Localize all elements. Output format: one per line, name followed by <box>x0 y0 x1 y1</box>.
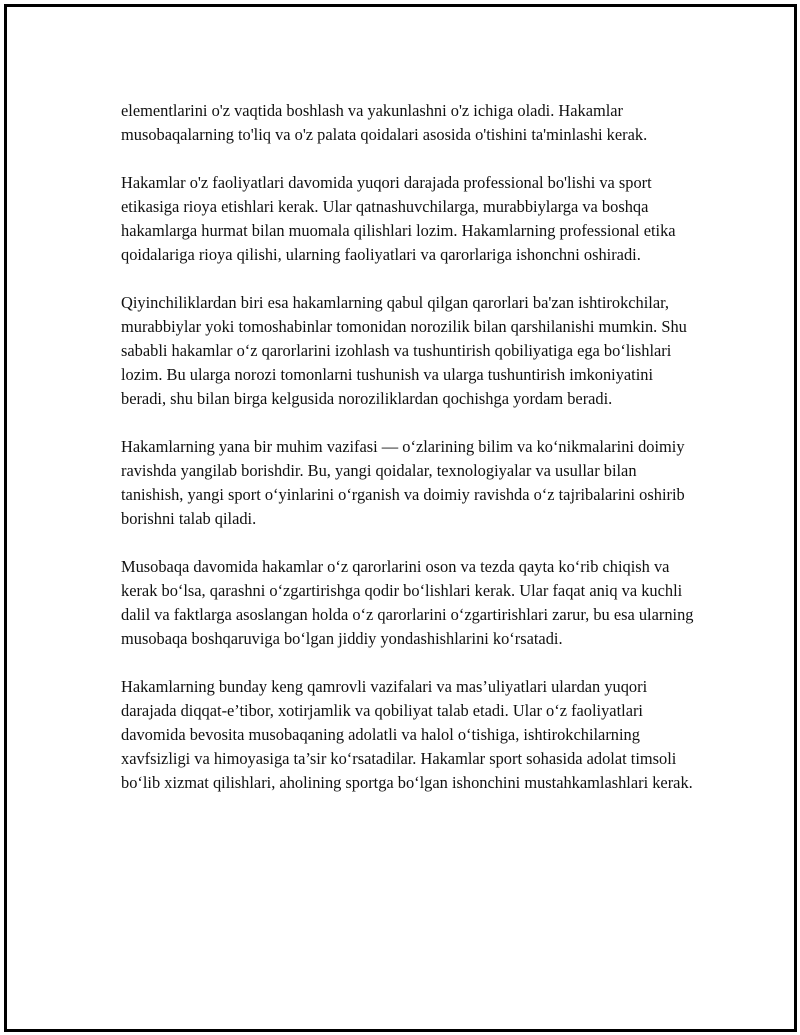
paragraph-5: Musobaqa davomida hakamlar o‘z qarorlarini oson va tezda qayta ko‘rib chiqish va kerak bo‘lsa, qarashni o‘zgartirishga qodir bo‘lishlari kerak. Ular faqat aniq va kuchli dalil va faktlarga asoslangan holda o‘z qarorlarini o‘zgartirishlari zarur, bu esa ularning musobaqa boshqaruviga bo‘lgan jiddiy yondashishlarini ko‘rsatadi. <box>121 557 694 648</box>
paragraph-6: Hakamlarning bunday keng qamrovli vazifalari va mas’uliyatlari ulardan yuqori darajada diqqat-e’tibor, xotirjamlik va qobiliyat talab etadi. Ular o‘z faoliyatlari davomida bevosita musobaqaning adolatli va halol o‘tishiga, ishtirokchilarning xavfsizligi va himoyasiga ta’sir ko‘rsatadilar. Hakamlar sport sohasida adolat timsoli bo‘lib xizmat qilishlari, aholining sportga bo‘lgan ishonchini mustahkamlashlari kerak. <box>121 677 693 792</box>
paragraph-1: elementlarini o'z vaqtida boshlash va yakunlashni o'z ichiga oladi. Hakamlar musobaqalarning to'liq va o'z palata qoidalari asosida o'tishini ta'minlashi kerak. <box>121 101 648 144</box>
paragraph-2: Hakamlar o'z faoliyatlari davomida yuqori darajada professional bo'lishi va sport etikasiga rioya etishlari kerak. Ular qatnashuvchilarga, murabbiylarga va boshqa hakamlarga hurmat bilan muomala qilishlari lozim. Hakamlarning professional etika qoidalariga rioya qilishi, ularning faoliyatlari va qarorlariga ishonchni oshiradi. <box>121 173 676 264</box>
page-frame <box>4 4 797 1032</box>
paragraph-3: Qiyinchiliklardan biri esa hakamlarning qabul qilgan qarorlari ba'zan ishtirokchilar, murabbiylar yoki tomoshabinlar tomonidan norozilik bilan qarshilanishi mumkin. Shu sababli hakamlar o‘z qarorlarini izohlash va tushuntirish qobiliyatiga ega bo‘lishlari lozim. Bu ularga norozi tomonlarni tushunish va ularga tushuntirish imkoniyatini beradi, shu bilan birga kelgusida noroziliklardan qochishga yordam beradi. <box>121 293 687 408</box>
document-body <box>121 99 701 819</box>
paragraph-4: Hakamlarning yana bir muhim vazifasi — o‘zlarining bilim va ko‘nikmalarini doimiy ravishda yangilab borishdir. Bu, yangi qoidalar, texnologiyalar va usullar bilan tanishish, yangi sport o‘yinlarini o‘rganish va doimiy ravishda o‘z tajribalarini oshirib borishni talab qiladi. <box>121 437 685 528</box>
